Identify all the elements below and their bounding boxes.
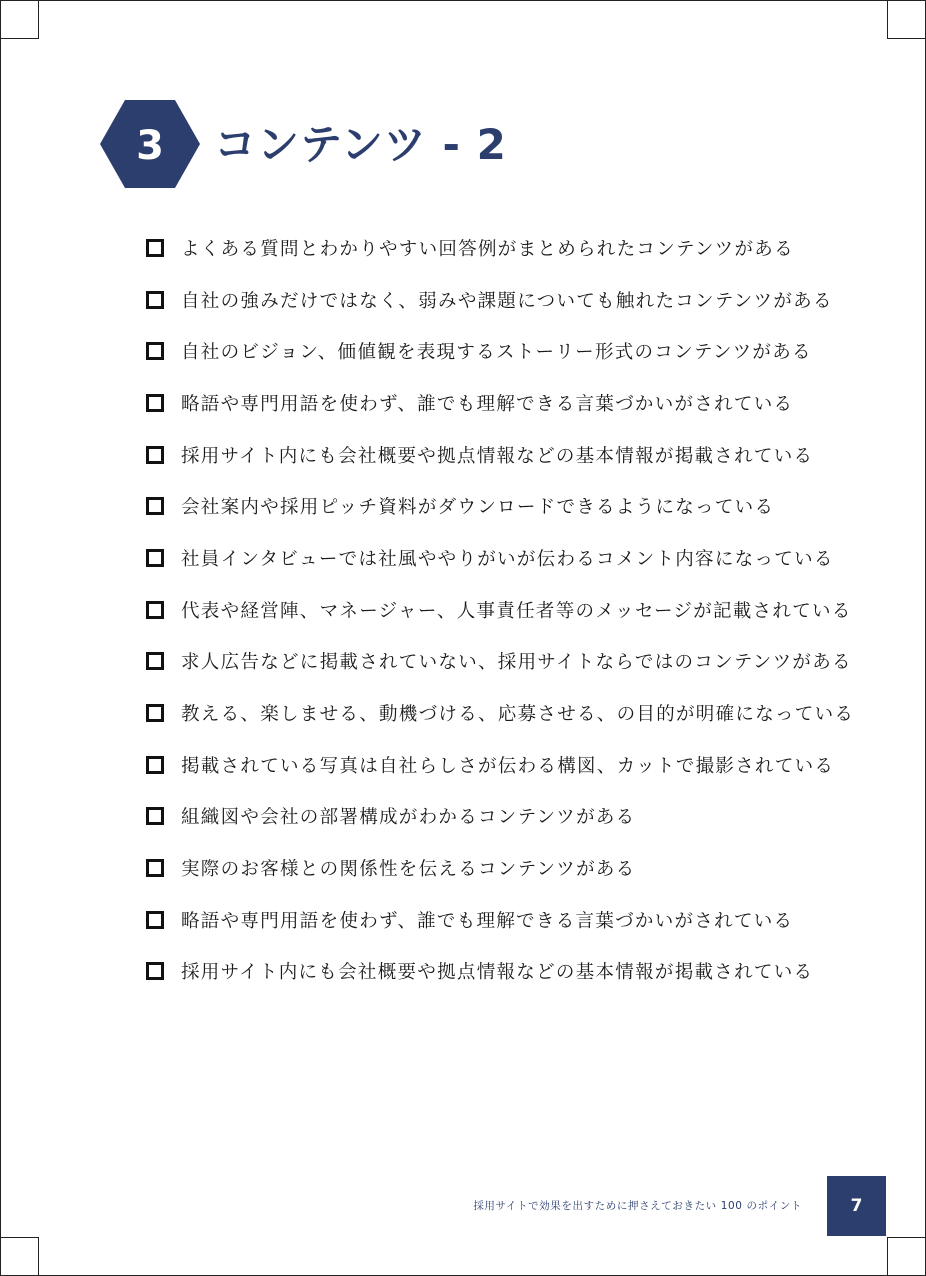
checklist-item	[146, 325, 854, 377]
checklist-item-text: 会社案内や採用ピッチ資料がダウンロードできるようになっている	[181, 497, 775, 519]
checklist-item-text: 掲載されている写真は自社らしさが伝わる構図、カットで撮影されている	[181, 755, 835, 777]
checkbox-icon	[146, 342, 164, 360]
checklist-item	[146, 532, 854, 584]
checklist-item	[146, 636, 854, 688]
checklist-item-text: 代表や経営陣、マネージャー、人事責任者等のメッセージが記載されている	[181, 600, 852, 622]
checklist-item-text: 自社の強みだけではなく、弱みや課題についても触れたコンテンツがある	[181, 290, 833, 312]
checklist-item	[146, 946, 854, 998]
checklist-item	[146, 377, 854, 429]
checklist-item	[146, 842, 854, 894]
page-number: 7	[827, 1176, 886, 1236]
checklist-item	[146, 791, 854, 843]
checkbox-icon	[146, 704, 164, 722]
section-number: 3	[136, 123, 164, 169]
checklist-item	[146, 584, 854, 636]
checklist-item-text: 教える、楽しませる、動機づける、応募させる、の目的が明確になっている	[181, 704, 855, 726]
checkbox-icon	[146, 756, 164, 774]
checklist-item-text: 略語や専門用語を使わず、誰でも理解できる言葉づかいがされている	[181, 910, 794, 932]
checklist-item-text: 略語や専門用語を使わず、誰でも理解できる言葉づかいがされている	[181, 393, 794, 415]
crop-mark-top-right	[887, 0, 926, 39]
checkbox-icon	[146, 239, 164, 257]
checkbox-icon	[146, 807, 164, 825]
checklist-item	[146, 739, 854, 791]
checklist-item-text: 実際のお客様との関係性を伝えるコンテンツがある	[181, 859, 636, 881]
checklist-item	[146, 480, 854, 532]
footer-book-title: 採用サイトで効果を出すために押さえておきたい 100 のポイント	[473, 1200, 802, 1212]
crop-mark-top-left	[0, 0, 39, 39]
crop-mark-bottom-left	[0, 1237, 39, 1276]
checklist-item-text: 採用サイト内にも会社概要や拠点情報などの基本情報が掲載されている	[181, 962, 814, 984]
checkbox-icon	[146, 962, 164, 980]
checklist-item-text: 求人広告などに掲載されていない、採用サイトならではのコンテンツがある	[181, 652, 852, 674]
checklist-item-text: 採用サイト内にも会社概要や拠点情報などの基本情報が掲載されている	[181, 445, 814, 467]
checkbox-icon	[146, 652, 164, 670]
checkbox-icon	[146, 601, 164, 619]
checklist-item-text: 組織図や会社の部署構成がわかるコンテンツがある	[181, 807, 636, 829]
checkbox-icon	[146, 394, 164, 412]
section-header	[100, 100, 507, 188]
checkbox-icon	[146, 859, 164, 877]
checklist-item	[146, 222, 854, 274]
section-number-badge	[100, 100, 200, 188]
checklist-item-text: 自社のビジョン、価値観を表現するストーリー形式のコンテンツがある	[181, 342, 812, 364]
checkbox-icon	[146, 291, 164, 309]
checklist	[146, 222, 854, 997]
checkbox-icon	[146, 446, 164, 464]
checklist-item	[146, 687, 854, 739]
checkbox-icon	[146, 497, 164, 515]
checklist-item	[146, 429, 854, 481]
checkbox-icon	[146, 911, 164, 929]
checklist-item-text: 社員インタビューでは社風ややりがいが伝わるコメント内容になっている	[181, 548, 834, 570]
checklist-item-text: よくある質問とわかりやすい回答例がまとめられたコンテンツがある	[181, 238, 794, 260]
checkbox-icon	[146, 549, 164, 567]
checklist-item	[146, 274, 854, 326]
crop-mark-bottom-right	[887, 1237, 926, 1276]
section-title: コンテンツ - 2	[214, 120, 507, 169]
checklist-item	[146, 894, 854, 946]
